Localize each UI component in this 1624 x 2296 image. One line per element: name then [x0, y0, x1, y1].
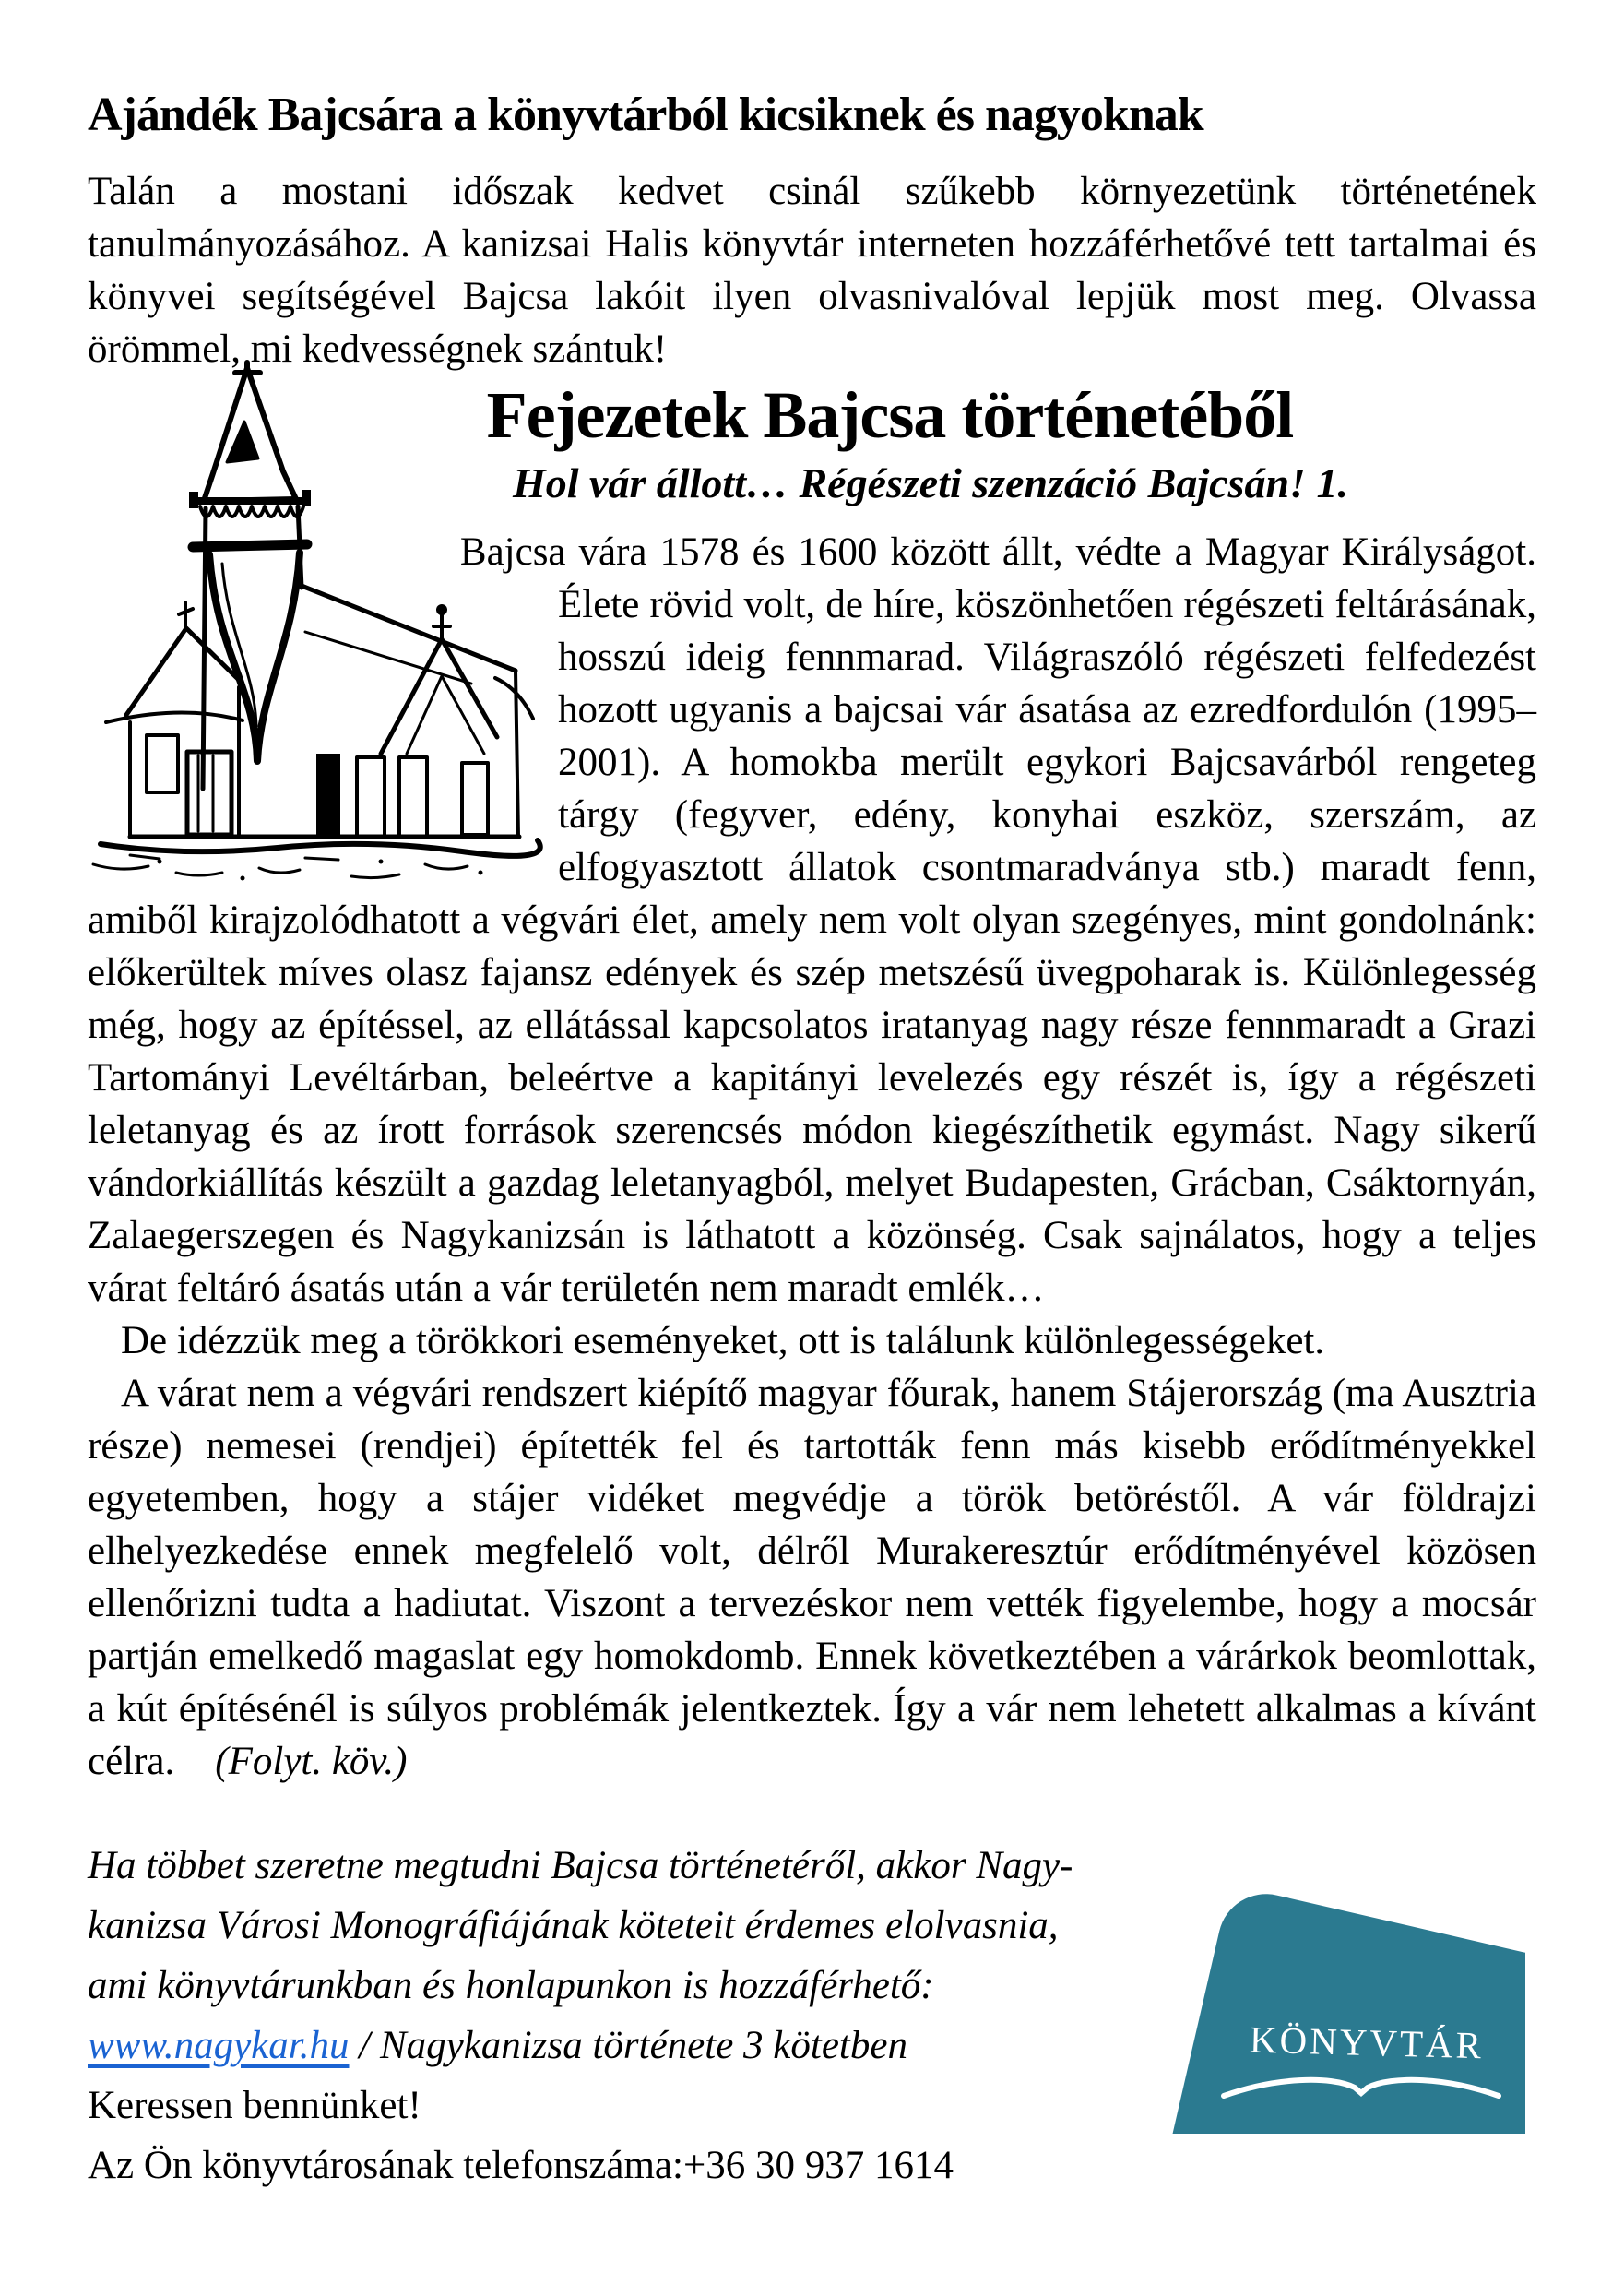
footer-section [88, 1836, 1536, 2232]
article-paragraph-1: Bajcsa vára 1578 és 1600 között állt, védte a Magyar Királyságot. Élete rövid volt, de híre, köszönhetően régészeti feltárásának, hosszú ideig fennmarad. Világraszóló régészeti felfedezést hozott ugyanis a bajcsai vár ásatása az ezredfordulón (1995–2001). A homokba merült egykori Bajcsavárból rengeteg tárgy (fegyver, edény, konyhai eszköz, szerszám, az elfogyasztott állatok csontmaradványa stb.) maradt fenn, amiből kirajzolódhatott a végvári élet, amely nem volt olyan szegényes, mint gondolnánk: előkerültek míves olasz fajansz edények és szép metszésű üvegpoharak is. Különlegesség még, hogy az építéssel, az ellátással kapcsolatos iratanyag nagy része fennmaradt a Grazi Tartományi Levéltárban, beleértve a kapitányi levelezés egy részét is, így a régészeti leletanyag és az írott források szerencsés módon kiegészíthetik egymást. Nagy sikerű vándorkiállítás készült a gazdag leletanyagból, melyet Budapesten, Grácban, Csáktornyán, Zalaegerszegen és Nagykanizsán is láthatott a közönség. Csak sajnálatos, hogy a teljes várat feltáró ásatás után a vár területén nem maradt emlék… [88, 529, 1536, 1310]
footer-italic-line-2: kanizsa Városi Monográfiájának köteteit érdemes elolvasnia, [88, 1903, 1059, 1947]
article-headline: Fejezetek Bajcsa történetéből [486, 378, 1294, 453]
article-paragraph-2: De idézzük meg a törökkori eseményeket, ott is találunk különlegességeket. [121, 1318, 1325, 1362]
article-paragraph-3 [88, 1367, 1536, 1788]
article-subtitle: Hol vár állott… Régészeti szenzáció Bajcsán! 1. [512, 458, 1348, 506]
continuation-note: (Folyt. köv.) [215, 1739, 408, 1783]
article-paragraph-3-text: A várat nem a végvári rendszert kiépítő magyar főurak, hanem Stájerország (ma Ausztria része) nemesei (rendjei) építették fel és tartották fenn más kisebb erődítményekkel egyetemben, hogy a stájer vidéket megvédje a török betöréstől. A vár földrajzi elhelyezkedése ennek megfelelő volt, délről Murakeresztúr erődítményével közösen ellenőrizni tudta a hadiutat. Viszont a tervezéskor nem vették figyelembe, hogy a mocsár partján emelkedő magaslat egy homokdomb. Ennek következtében a várárkok beomlottak, a kút építésénél is súlyos problémák jelentkeztek. Így a vár nem lehetett alkalmas a kívánt célra. [88, 1371, 1536, 1783]
church-illustration [75, 355, 545, 886]
footer-italic-line-1: Ha többet szeretne megtudni Bajcsa történetéről, akkor Nagy- [88, 1843, 1073, 1887]
footer-text [88, 1836, 1167, 2195]
footer-cta: Keressen bennünket! [88, 2083, 421, 2127]
logo-wordmark: KÖNYVTÁR [1249, 2017, 1485, 2067]
open-book-icon [1218, 2066, 1504, 2105]
intro-paragraph: Talán a mostani időszak kedvet csinál szűkebb környezetünk történetének tanulmányozásához. A kanizsai Halis könyvtár interneten hozzáférhetővé tett tartalmai és könyvei segítségével Bajcsa lakóit ilyen olvasnivalóval lepjük most meg. Olvassa örömmel, mi kedvességnek szántuk! [88, 170, 1536, 372]
link-suffix: / Nagykanizsa története 3 kötetben [349, 2023, 907, 2067]
library-logo [1161, 1871, 1525, 2134]
church-drawing-icon [75, 355, 545, 886]
footer-phone: Az Ön könyvtárosának telefonszáma:+36 30 937 1614 [88, 2143, 954, 2187]
page-title: Ajándék Bajcsára a könyvtárból kicsiknek és nagyoknak [88, 89, 1203, 141]
footer-italic-line-3: ami könyvtárunkban és honlapunkon is hozzáférhető: [88, 1963, 934, 2007]
article-section [88, 378, 1536, 1788]
nagykar-link[interactable]: www.nagykar.hu [88, 2023, 350, 2067]
